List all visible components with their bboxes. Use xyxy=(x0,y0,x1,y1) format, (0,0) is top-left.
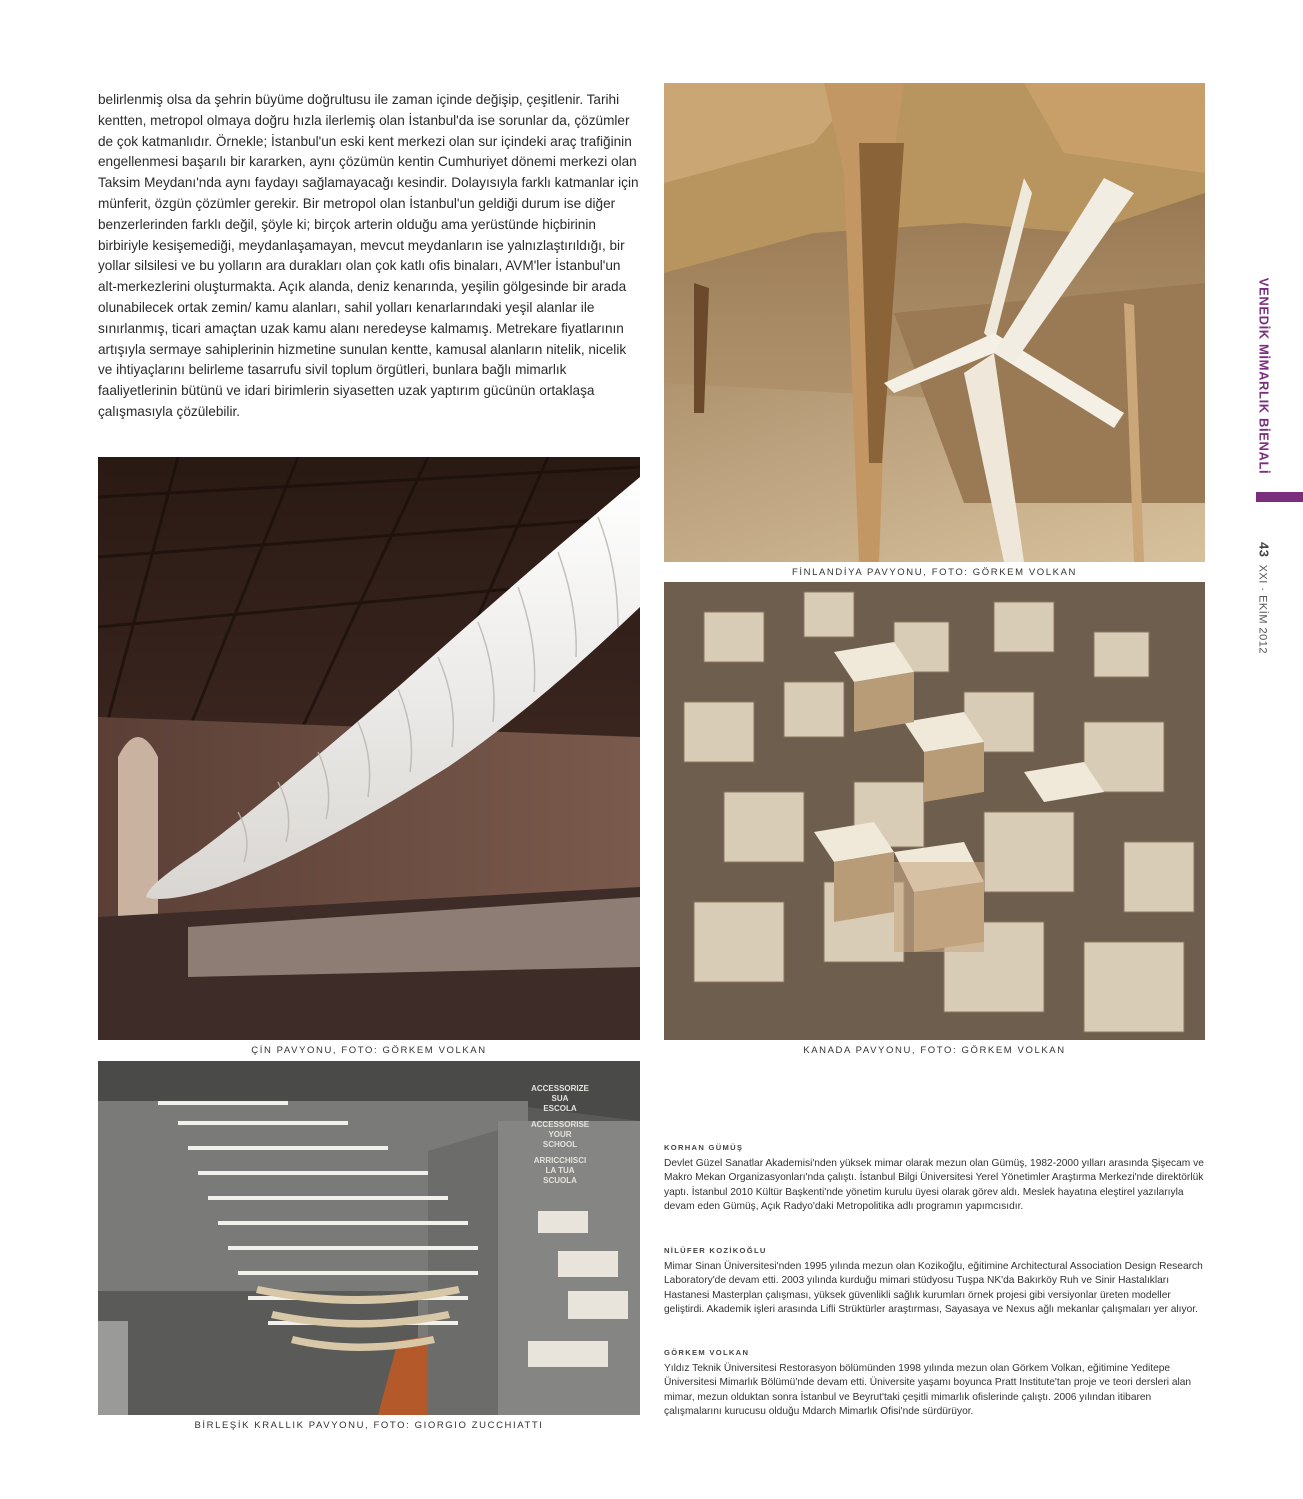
uk-wall-line-3: ESCOLA xyxy=(543,1104,577,1113)
uk-photo-caption: BİRLEŞİK KRALLIK PAVYONU, FOTO: GIORGIO ZUCCHIATTI xyxy=(194,1420,544,1431)
bio-text: Yıldız Teknik Üniversitesi Restorasyon bölümünden 1998 yılında mezun olan Görkem Volkan, eğitimine Yeditepe Üniversitesi Mimarlık Bölümü'nde devam etti. Üniversite yaşamı boyunca Pratt Institute'tan proje ve teori dersleri alan mimar, mezun olduktan sonra İstanbul ve Beyrut'taki çeşitli mimarlık ofislerinde çalıştı. 2006 yılından itibaren çalışmalarını kurucusu olduğu Mdarch Mimarlık Ofisi'nde sürdürüyor. xyxy=(664,1362,1192,1418)
page-info-vertical xyxy=(1244,528,1284,668)
section-title-text: VENEDİK MİMARLIK BİENALİ xyxy=(1256,277,1272,475)
article-body-text: belirlenmiş olsa da şehrin büyüme doğrultusu ile zaman içinde değişip, çeşitlenir. Tarihi kentten, metropol olmaya doğru hızla ilerlemiş olan İstanbul'da ise sorunlar da, çözümler de çok katmanlıdır. Örnekle; İstanbul'un eski kent merkezi olan sur içindeki araç trafiğinin engellenmesi başarılı bir kararken, aynı çözümün kentin Cumhuriyet dönemi merkezi olan Taksim Meydanı'nda aynı faydayı sağlamayacağı kesindir. Dolayısıyla farklı katmanlar için münferit, özgün çözümler gerekir. Bir metropol olan İstanbul'un geldiği durum ise diğer benzerlerinden farklı değil, şöyle ki; birçok arterin olduğu ama yerüstünde hiçbirinin birbiriyle kesişemediği, meydanlaşamayan, mevcut meydanların ise yalnızlaştırıldığı, bir yollar silsilesi ve bu yolların ara durakları olan çok katlı ofis binaları, AVM'ler İstanbul'un alt-merkezlerini oluşturmakta. Açık alanda, deniz kenarında, yeşilin gölgesinde bir arada olunabilecek ortak zemin/ kamu alanları, sahil yolları kenarlarındaki yeşil alanlar ile sınırlanmış, ticari amaçtan uzak kamu alanı neredeyse kalmamış. Metrekare fiyatlarının artışıyla sermaye sahiplerinin hizmetine sunulan kentte, kamusal alanların nitelik, nicelik ve ihtiyaçlarını belirleme tasarrufu sivil toplum örgütleri, bunlara bağlı mimarlık faaliyetlerinin bütünü ve idari birimlerin siyasetten uzak yaptırım gücünün ortaklaşa çalışmasıyla çözülebilir. xyxy=(98,92,639,419)
finland-photo-caption: FİNLANDİYA PAVYONU, FOTO: GÖRKEM VOLKAN xyxy=(792,567,1077,578)
canada-photo-caption: KANADA PAVYONU, FOTO: GÖRKEM VOLKAN xyxy=(803,1045,1066,1056)
uk-wall-line-7: ARRICCHISCI xyxy=(533,1156,587,1165)
china-photo-caption: ÇİN PAVYONU, FOTO: GÖRKEM VOLKAN xyxy=(251,1045,487,1056)
page-info xyxy=(1257,542,1272,654)
uk-wall-line-6: SCHOOL xyxy=(542,1140,578,1149)
uk-wall-line-5: YOUR xyxy=(548,1130,572,1139)
uk-wall-line-1: ACCESSORIZE xyxy=(531,1084,589,1093)
finland-pavilion-photo xyxy=(664,83,1205,562)
bio-name: NİLÜFER KOZİKOĞLU xyxy=(664,1246,767,1255)
bio-gorkem-volkan xyxy=(664,1346,1209,1420)
accent-bar xyxy=(1256,492,1303,502)
uk-wall-line-4: ACCESSORISE xyxy=(530,1120,590,1129)
bio-text: Mimar Sinan Üniversitesi'nden 1995 yılında mezun olan Kozikoğlu, eğitimine Architectural Association Design Research Laboratory'de devam etti. 2003 yılında kurduğu mimari stüdyosu Tuşpa NK'da Bakırköy Ruh ve Sinir Hastalıkları Hastanesi Masterplan çalışması, yüksek güvenlikli sağlık kurumları örnek projesi gibi versiyonlar üreten modeller geliştirdi. Akademik işleri arasında Lifli Strüktürler araştırması, Sayasaya ve Nexus ağlı mekanlar çalışmaları yer alıyor. xyxy=(664,1260,1203,1316)
bio-text: Devlet Güzel Sanatlar Akademisi'nden yüksek mimar olarak mezun olan Gümüş, 1982-2000 yılları arasında Şişecam ve Makro Mekan Organizasyonları'nda çalıştı. İstanbul Bilgi Üniversitesi Yerel Yönetimler Araştırma Merkezi'nde direktörlük yaptı. İstanbul 2010 Kültür Başkenti'nde yönetim kurulu üyesi olarak görev aldı. Meslek hayatına eleştirel yazılarıyla devam eden Gümüş, Açık Radyo'daki Metropolitika adlı programın yapımcısıdır. xyxy=(664,1157,1204,1213)
uk-wall-line-2: SUA xyxy=(551,1094,569,1103)
china-pavilion-photo xyxy=(98,457,640,1040)
issue-label: XXI · EKİM 2012 xyxy=(1256,564,1269,655)
uk-pavilion-photo xyxy=(98,1061,640,1415)
bio-nilufer-kozikoglu xyxy=(664,1244,1209,1318)
canada-pavilion-photo xyxy=(664,582,1205,1040)
uk-wall-line-9: SCUOLA xyxy=(543,1176,577,1185)
bio-name: GÖRKEM VOLKAN xyxy=(664,1348,750,1357)
page-number: 43 xyxy=(1256,541,1272,558)
bio-korhan-gumus xyxy=(664,1141,1209,1215)
bio-name: KORHAN GÜMÜŞ xyxy=(664,1143,744,1152)
uk-wall-line-8: LA TUA xyxy=(545,1166,575,1175)
section-title-vertical xyxy=(1244,266,1284,486)
